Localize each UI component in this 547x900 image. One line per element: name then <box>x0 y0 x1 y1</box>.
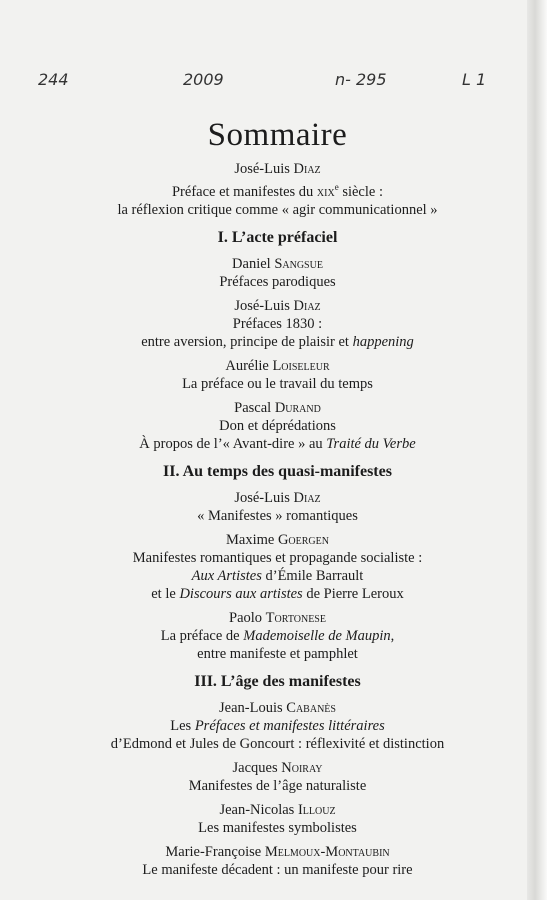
handwritten-annotations <box>0 70 547 100</box>
annotation-issue: n- 295 <box>335 70 387 89</box>
author-last-name: Loiseleur <box>272 357 330 374</box>
author-last-name: Diaz <box>293 297 321 314</box>
author <box>40 609 515 627</box>
toc-entry <box>40 399 515 453</box>
author-first-name: Maxime <box>226 531 278 548</box>
author <box>40 297 515 315</box>
article-title-line: Manifestes romantiques et propagande socialiste : <box>132 549 423 566</box>
toc-entry <box>40 531 515 603</box>
author-last-name: Cabanès <box>286 699 336 716</box>
author-last-name: Diaz <box>293 161 321 177</box>
section-title: I. L’acte préfaciel <box>217 228 338 246</box>
page-title: Sommaire <box>207 117 348 153</box>
article-title-line: Les Préfaces et manifestes littéraires <box>170 717 385 734</box>
toc-entry <box>40 489 515 525</box>
toc-entry <box>40 609 515 663</box>
author-first-name: Jacques <box>232 759 282 776</box>
author-first-name: Aurélie <box>225 357 273 374</box>
toc-entry <box>40 843 515 879</box>
author <box>40 531 515 549</box>
article-title-line: entre manifeste et pamphlet <box>197 645 358 662</box>
article-title-line: d’Edmond et Jules de Goncourt : réflexivité et distinction <box>110 735 445 752</box>
author-last-name: Illouz <box>297 801 336 818</box>
article-title-line: Les manifestes symbolistes <box>198 819 357 836</box>
author-first-name: José-Luis <box>234 297 294 314</box>
author <box>40 160 515 178</box>
article-title-line: Don et déprédations <box>219 417 336 434</box>
author <box>40 699 515 717</box>
intro-line-2: la réflexion critique comme « agir communicationnel » <box>117 201 438 218</box>
intro-line-1: Préface et manifestes du xix$^e$ siècle : <box>171 182 383 200</box>
article-title-line: La préface ou le travail du temps <box>182 375 373 392</box>
toc-entry <box>40 357 515 393</box>
author <box>40 759 515 777</box>
author-first-name: Jean-Louis <box>219 699 287 716</box>
article-title-line: entre aversion, principe de plaisir et happening <box>141 333 414 350</box>
author <box>40 399 515 417</box>
article-title-line: La préface de Mademoiselle de Maupin, <box>160 627 395 644</box>
section-title: III. L’âge des manifestes <box>194 672 361 690</box>
table-of-contents <box>40 116 515 879</box>
article-title-line: Aux Artistes d’Émile Barrault <box>191 567 364 584</box>
author-last-name: Tortonese <box>265 609 326 626</box>
article-title-line: Le manifeste décadent : un manifeste pour rire <box>142 861 413 878</box>
author-first-name: José-Luis <box>234 161 290 177</box>
article-title-line: À propos de l’« Avant-dire » au Traité du Verbe <box>139 435 416 452</box>
toc-entry <box>40 699 515 753</box>
annotation-year: 2009 <box>183 70 224 89</box>
sections <box>40 227 515 879</box>
author <box>40 843 515 861</box>
author-first-name: José-Luis <box>234 489 294 506</box>
author <box>40 255 515 273</box>
article-title-line: Manifestes de l’âge naturaliste <box>188 777 367 794</box>
author-last-name: Durand <box>274 399 321 416</box>
annotation-number: 244 <box>38 70 69 89</box>
author-last-name: Sangsue <box>274 255 323 272</box>
author-first-name: Marie-Françoise <box>165 843 265 860</box>
annotation-code: L 1 <box>462 70 487 89</box>
toc-entry <box>40 759 515 795</box>
author-last-name: Diaz <box>293 489 321 506</box>
author <box>40 357 515 375</box>
toc-entry <box>40 255 515 291</box>
article-title-line: Préfaces parodiques <box>219 273 336 290</box>
toc-entry <box>40 297 515 351</box>
author-first-name: Paolo <box>229 609 266 626</box>
author <box>40 489 515 507</box>
author-first-name: Daniel <box>232 255 275 272</box>
page-edge <box>527 0 547 900</box>
author-last-name: Melmoux-Montaubin <box>264 843 390 860</box>
article-title-line: Préfaces 1830 : <box>232 315 323 332</box>
author <box>40 801 515 819</box>
author-last-name: Goergen <box>277 531 329 548</box>
article-title-line: et le Discours aux artistes de Pierre Leroux <box>151 585 404 602</box>
author-last-name: Noiray <box>281 759 323 776</box>
section-title: II. Au temps des quasi-manifestes <box>163 462 392 480</box>
intro-entry <box>40 160 515 219</box>
article-title-line: « Manifestes » romantiques <box>197 507 358 524</box>
author-first-name: Pascal <box>234 399 275 416</box>
author-first-name: Jean-Nicolas <box>219 801 298 818</box>
toc-entry <box>40 801 515 837</box>
